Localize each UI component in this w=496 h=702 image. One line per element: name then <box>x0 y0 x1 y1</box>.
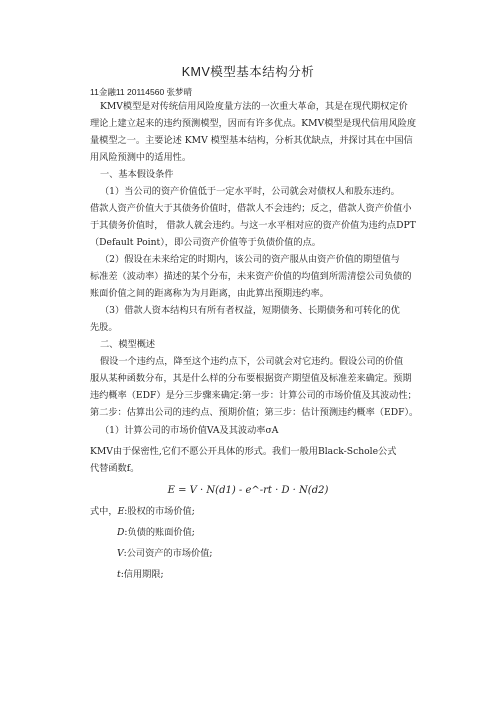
definition-e-label: 式中， <box>90 506 118 517</box>
author-line: 11金融11 20114560 张梦晴 <box>90 87 193 97</box>
assumption-2-line-1: （2）假设在未来给定的时期内，该公司的资产服从由资产价值的期望值与 <box>100 254 400 265</box>
model-line-4: 第二步：估算出公司的违约点、预期价值；第三步：估计预测违约概率（EDF）。 <box>90 407 419 418</box>
definition-e-text: :股权的市场价值; <box>124 506 195 517</box>
assumption-1-line-3: 于其债务价值时， 借款人就会违约。与这一水平相对应的资产价值为违约点DPT <box>90 220 416 231</box>
model-line-3: 违约概率（EDF）是分三步骤来确定:第一步：计算公司的市场价值及其波动性； <box>90 390 417 401</box>
definition-e-symbol: E <box>117 506 125 517</box>
model-line-1: 假设一个违约点，降至这个违约点下，公司就会对它违约。假设公司的价值 <box>100 356 404 367</box>
intro-line-4: 用风险预测中的适用性。 <box>90 152 192 163</box>
black-scholes-formula: E = V · N(d1) - e^-rt · D · N(d2) <box>167 485 329 496</box>
assumption-2-line-2: 标准差（波动率）描述的某个分布，未来资产价值的均值到所需清偿公司负债的 <box>90 271 412 282</box>
definition-e <box>90 506 422 518</box>
definition-t-symbol: t <box>117 569 121 580</box>
section-heading-1: 一、基本假设条件 <box>100 169 174 180</box>
assumption-1-line-2: 借款人资产价值大于其债务价值时，借款人不会违约；反之，借款人资产价值小 <box>90 203 412 214</box>
document-title: KMV模型基本结构分析 <box>181 65 315 79</box>
assumption-1-line-4: （Default Point），即公司资产价值等于负债价值的点。 <box>90 237 321 248</box>
assumption-3-line-2: 先股。 <box>90 322 118 333</box>
assumption-2-line-3: 账面价值之间的距离称为为月距离，由此算出预期违约率。 <box>90 288 329 299</box>
intro-line-2: 理论上建立起来的违约预测模型，因而有许多优点。KMV模型是现代信用风险度 <box>90 118 417 129</box>
section-heading-2: 二、模型概述 <box>100 339 156 350</box>
definition-d-symbol: D <box>117 527 125 538</box>
intro-line-3: 量模型之一。主要论述 KMV 模型基本结构，分析其优缺点，并探讨其在中国信 <box>90 135 413 146</box>
definition-v-symbol: V <box>117 548 124 559</box>
definition-d <box>117 527 422 539</box>
intro-line-1: KMV模型是对传统信用风险度量方法的一次重大革命，其是在现代期权定价 <box>100 101 408 112</box>
definition-t-text: :信用期限; <box>120 569 164 580</box>
model-line-2: 服从某种函数分布，其是什么样的分布要根据资产期望值及标准差来确定。预期 <box>90 373 412 384</box>
black-scholes-line-2: 代替函数f。 <box>90 463 140 474</box>
assumption-3-line-1: （3）借款人资本结构只有所有者权益，短期债务、长期债务和可转化的优 <box>100 305 400 316</box>
assumption-1-line-1: （1）当公司的资产价值低于一定水平时，公司就会对债权人和股东违约。 <box>100 186 400 197</box>
definition-d-text: :负债的账面价值; <box>124 527 195 538</box>
definition-v <box>117 548 422 560</box>
black-scholes-line-1: KMV由于保密性,它们不愿公开具体的形式。我们一般用Black-Schole公式 <box>90 446 397 457</box>
definition-t <box>117 569 422 581</box>
definition-v-text: :公司资产的市场价值; <box>123 548 213 559</box>
step-1-line: （1）计算公司的市场价值VA及其波动率σA <box>100 425 279 436</box>
